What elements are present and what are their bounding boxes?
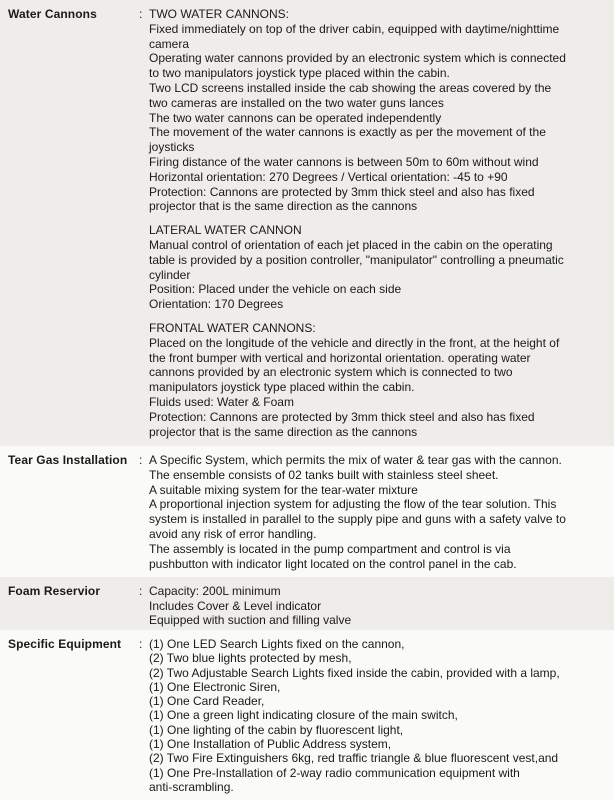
- spec-text-line: Firing distance of the water cannons is between 50m to 60m without wind: [149, 154, 539, 169]
- spec-text-line: Placed on the longitude of the vehicle and directly in the front, at the height of: [149, 335, 560, 350]
- colon-separator: :: [139, 7, 143, 21]
- row-label-foam-reservior: Foam Reservior: [8, 584, 101, 598]
- spec-text-line: (2) Two Fire Extinguishers 6kg, red traffic triangle & blue fluorescent vest,and: [149, 751, 559, 766]
- spec-text-line: (1) One a green light indicating closure of the main switch,: [149, 708, 458, 723]
- spec-text-line: manipulators joystick type placed within the cabin.: [149, 380, 415, 395]
- spec-text-line: Two LCD screens installed inside the cab showing the areas covered by the: [149, 80, 552, 95]
- spec-text-line: joysticks: [149, 140, 195, 155]
- spec-text-line: Fluids used: Water & Foam: [149, 394, 294, 409]
- spec-text-line: The assembly is located in the pump compartment and control is via: [149, 541, 511, 556]
- spec-text-line: Equipped with suction and filling valve: [149, 613, 352, 627]
- spec-text-line: Protection: Cannons are protected by 3mm thick steel and also has fixed: [149, 184, 535, 199]
- colon-separator: :: [139, 637, 143, 651]
- spec-text-line: A suitable mixing system for the tear-water mixture: [149, 482, 418, 497]
- spec-text-line: the front bumper with vertical and horizontal orientation. operating water: [149, 350, 531, 365]
- row-label-tear-gas-installation: Tear Gas Installation: [8, 453, 128, 467]
- row-content-tear-gas-installation: [149, 453, 612, 571]
- spec-text-line: cannons provided by an electronic system which is connected to two: [149, 365, 513, 380]
- spec-text-line: (1) One Electronic Siren,: [149, 679, 281, 694]
- spec-text-line: A Specific System, which permits the mix of water & tear gas with the cannon.: [149, 453, 562, 467]
- spec-text-line: (2) Two Adjustable Search Lights fixed inside the cabin, provided with a lamp,: [149, 665, 560, 680]
- spec-text-line: TWO WATER CANNONS:: [149, 7, 289, 21]
- spec-text-line: The ensemble consists of 02 tanks built with stainless steel sheet.: [149, 467, 499, 482]
- spec-text-line: FRONTAL WATER CANNONS:: [149, 320, 316, 335]
- spec-text-line: anti-scrambling.: [149, 779, 234, 794]
- spec-text-line: Position: Placed under the vehicle on each side: [149, 282, 402, 297]
- row-content-specific-equipment: [149, 637, 612, 794]
- spec-text-line: camera: [149, 36, 190, 51]
- colon-separator: :: [139, 453, 143, 467]
- spec-text-line: The two water cannons can be operated independently: [149, 110, 442, 125]
- spec-row-foam-reservior: [0, 577, 614, 630]
- spec-text-line: LATERAL WATER CANNON: [149, 223, 302, 238]
- spec-text-line: cylinder: [149, 267, 191, 282]
- spec-text-line: pushbutton with indicator light located on the control panel in the cab.: [149, 556, 517, 571]
- spec-row-tear-gas-installation: [0, 446, 614, 577]
- spec-text-line: Includes Cover & Level indicator: [149, 598, 322, 613]
- spec-text-line: system is installed in parallel to the supply pipe and guns with a safety valve to: [149, 512, 566, 527]
- spec-text-line: (1) One LED Search Lights fixed on the cannon,: [149, 637, 405, 651]
- blank-line: [149, 214, 612, 223]
- spec-text-line: two cameras are installed on the two water guns lances: [149, 95, 444, 110]
- spec-text-line: projector that is the same direction as the cannons: [149, 424, 418, 439]
- spec-text-line: table is provided by a position controller, "manipulator" controlling a pneumatic: [149, 252, 564, 267]
- spec-text-line: (1) One lighting of the cabin by fluorescent light,: [149, 722, 404, 737]
- spec-text-line: A proportional injection system for adjusting the flow of the tear solution. This: [149, 497, 557, 512]
- spec-text-line: (1) One Card Reader,: [149, 694, 265, 709]
- spec-text-line: Capacity: 200L minimum: [149, 584, 281, 598]
- spec-text-line: Orientation: 170 Degrees: [149, 297, 284, 312]
- spec-text-line: (2) Two blue lights protected by mesh,: [149, 651, 352, 666]
- spec-text-line: (1) One Installation of Public Address system,: [149, 737, 392, 752]
- spec-text-line: (1) One Pre-Installation of 2-way radio communication equipment with: [149, 765, 520, 780]
- spec-text-line: projector that is the same direction as the cannons: [149, 199, 418, 214]
- row-content-water-cannons: [149, 7, 612, 439]
- colon-separator: :: [139, 584, 143, 598]
- spec-text-line: Manual control of orientation of each jet placed in the cabin on the operating: [149, 237, 553, 252]
- spec-text-line: The movement of the water cannons is exactly as per the movement of the: [149, 125, 546, 140]
- spec-text-line: Operating water cannons provided by an electronic system which is connected: [149, 51, 566, 66]
- spec-text-line: to two manipulators joystick type placed within the cabin.: [149, 66, 450, 81]
- row-label-water-cannons: Water Cannons: [8, 7, 97, 21]
- spec-row-specific-equipment: [0, 630, 614, 800]
- spec-text-line: Fixed immediately on top of the driver cabin, equipped with daytime/nighttime: [149, 21, 560, 36]
- blank-line: [149, 312, 612, 321]
- spec-text-line: Horizontal orientation: 270 Degrees / Vertical orientation: -45 to +90: [149, 169, 508, 184]
- spec-text-line: Protection: Cannons are protected by 3mm thick steel and also has fixed: [149, 409, 535, 424]
- row-label-specific-equipment: Specific Equipment: [8, 637, 122, 651]
- row-content-foam-reservior: [149, 584, 612, 628]
- spec-text-line: avoid any risk of error handling.: [149, 526, 317, 541]
